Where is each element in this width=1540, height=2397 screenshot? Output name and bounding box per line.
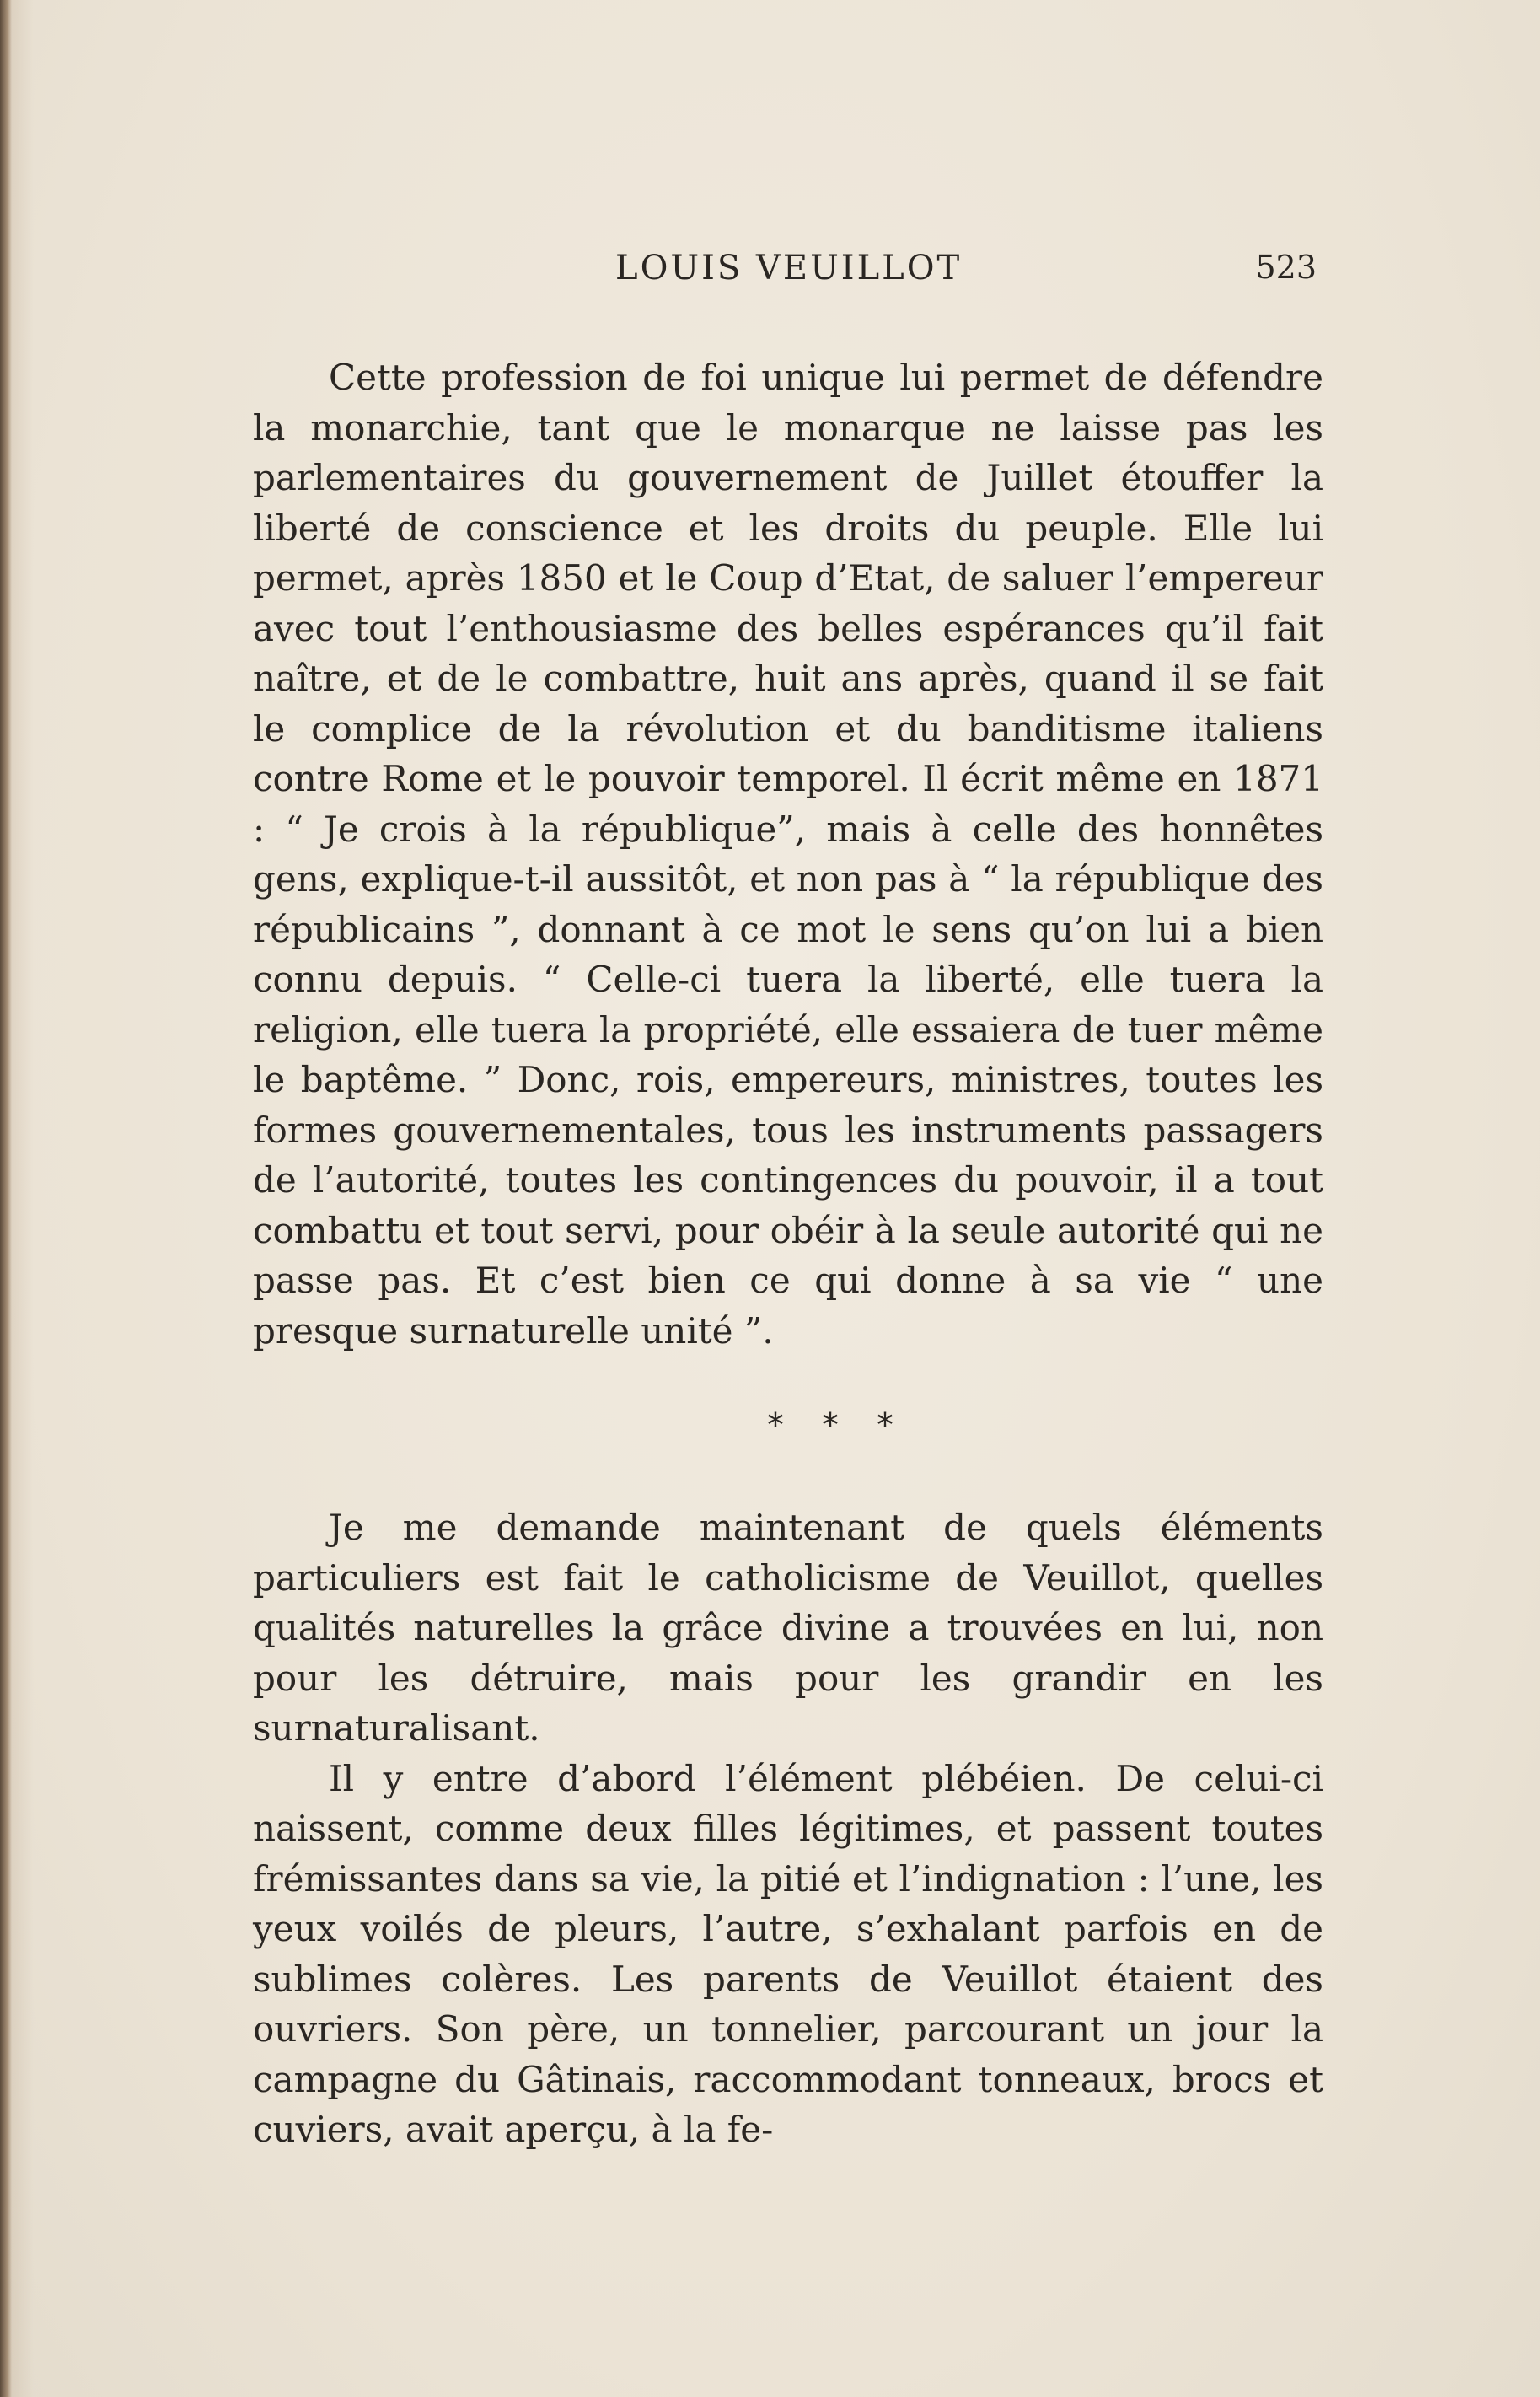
page-number: 523 <box>1255 249 1317 286</box>
page-spine-edge <box>0 0 12 2397</box>
asterisk: * <box>877 1406 893 1443</box>
paragraph-1: Cette profession de foi unique lui permet de défendre la monarchie, tant que le monarque ne laisse pas les parlementaires du gouvernement de Juillet étouffer la liberté de conscience et les droits du peuple. Elle lui permet, après 1850 et le Coup d’Etat, de saluer l’empereur avec tout l’enthousiasme des belles espérances qu’il fait naître, et de le combattre, huit ans après, quand il se fait le complice de la révolution et du banditisme italiens contre Rome et le pouvoir temporel. Il écrit même en 1871 : “ Je crois à la république”, mais à celle des honnêtes gens, explique-t-il aussitôt, et non pas à “ la république des républicains ”, donnant à ce mot le sens qu’on lui a bien connu depuis. “ Celle-ci tuera la liberté, elle tuera la religion, elle tuera la propriété, elle essaiera de tuer même le baptême. ” Donc, rois, empereurs, ministres, toutes les formes gouvernementales, tous les instruments passagers de l’autorité, toutes les contingences du pouvoir, il a tout combattu et tout servi, pour obéir à la seule autorité qui ne passe pas. Et c’est bien ce qui donne à sa vie “ une presque surnaturelle unité ”. <box>253 357 1323 1352</box>
section-break-asterisks <box>253 1408 1323 1442</box>
body-text <box>253 352 1323 2155</box>
running-title: LOUIS VEUILLOT <box>615 249 963 288</box>
running-head <box>253 249 1323 291</box>
asterisk: * <box>767 1406 784 1443</box>
paragraph-3: Il y entre d’abord l’élément plébéien. De celui-ci naissent, comme deux filles légitimes, et passent toutes frémissantes dans sa vie, la pitié et l’indignation : l’une, les yeux voilés de pleurs, l’autre, s’exhalant parfois en de sublimes colères. Les parents de Veuillot étaient des ouvriers. Son père, un tonnelier, parcourant un jour la campagne du Gâtinais, raccommodant tonneaux, brocs et cuviers, avait aperçu, à la fe- <box>253 1757 1323 2150</box>
paragraph-2: Je me demande maintenant de quels éléments particuliers est fait le catholicisme de Veuillot, quelles qualités naturelles la grâce divine a trouvées en lui, non pour les détruire, mais pour les grandir en les surnaturalisant. <box>253 1507 1323 1749</box>
asterisk: * <box>822 1406 839 1443</box>
